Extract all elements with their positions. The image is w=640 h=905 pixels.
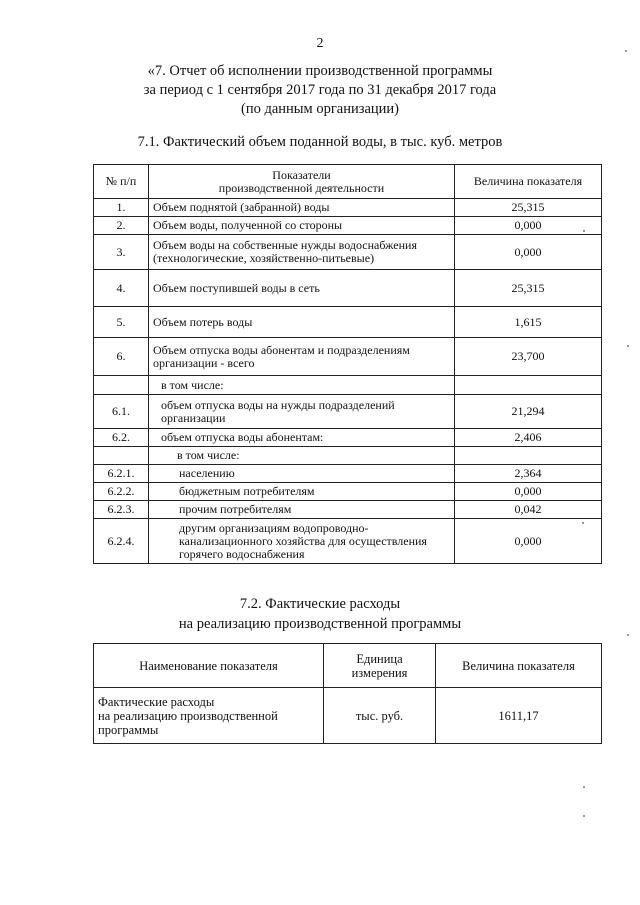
row-name: другим организациям водопроводно-канализационного хозяйства для осуществления горячего водоснабжения [149, 519, 455, 564]
table-row [94, 199, 602, 217]
table-row [94, 395, 602, 429]
row-unit: тыс. руб. [324, 688, 436, 744]
row-name [94, 688, 324, 744]
row-value: 21,294 [455, 395, 602, 429]
scan-speck [627, 345, 629, 347]
row-num: 5. [94, 307, 149, 338]
row-value: 25,315 [455, 199, 602, 217]
row-name: объем отпуска воды на нужды подразделений организации [149, 395, 455, 429]
row-num [94, 376, 149, 395]
row-value [455, 447, 602, 465]
table-header-row [94, 644, 602, 688]
row-num: 2. [94, 217, 149, 235]
section-2-title-line1: 7.2. Фактические расходы [239, 596, 401, 612]
table-row [94, 270, 602, 307]
table-row [94, 307, 602, 338]
row-num: 3. [94, 235, 149, 270]
row-name: Объем отпуска воды абонентам и подразделениям организации - всего [149, 338, 455, 376]
report-header [0, 62, 640, 119]
row-value [455, 376, 602, 395]
row-name: в том числе: [149, 447, 455, 465]
row-num: 6.2.4. [94, 519, 149, 564]
table-row [94, 519, 602, 564]
col-header-value: Величина показателя [436, 644, 602, 688]
row-num [94, 447, 149, 465]
row-name-line2: на реализацию производственной [98, 708, 278, 723]
expenses-table [93, 643, 602, 744]
table-row [94, 483, 602, 501]
water-volume-table [93, 164, 602, 564]
table-row [94, 447, 602, 465]
row-value: 1611,17 [436, 688, 602, 744]
table-row [94, 376, 602, 395]
row-value: 0,000 [455, 235, 602, 270]
row-name: Объем воды на собственные нужды водоснабжения (технологические, хозяйственно-питьевые) [149, 235, 455, 270]
scan-speck [583, 815, 585, 817]
scan-speck [625, 50, 627, 52]
row-num: 4. [94, 270, 149, 307]
row-value: 23,700 [455, 338, 602, 376]
row-name: бюджетным потребителям [149, 483, 455, 501]
header-line-3: (по данным организации) [240, 101, 399, 117]
row-value: 0,000 [455, 519, 602, 564]
row-num: 6.2.1. [94, 465, 149, 483]
table-row [94, 429, 602, 447]
section-1-title: 7.1. Фактический объем поданной воды, в тыс. куб. метров [137, 134, 503, 150]
table-row [94, 688, 602, 744]
scan-speck [627, 634, 629, 636]
row-value: 25,315 [455, 270, 602, 307]
scan-speck [583, 786, 585, 788]
row-value: 2,406 [455, 429, 602, 447]
header-line-2: за период с 1 сентября 2017 года по 31 декабря 2017 года [143, 82, 497, 98]
table-header-row [94, 165, 602, 199]
col-header-unit-line1: Единица [356, 651, 403, 666]
row-name: Объем воды, полученной со стороны [149, 217, 455, 235]
row-num: 6.1. [94, 395, 149, 429]
row-name: населению [149, 465, 455, 483]
row-num: 6.2.3. [94, 501, 149, 519]
row-name: Объем поступившей воды в сеть [149, 270, 455, 307]
row-name: в том числе: [149, 376, 455, 395]
row-name: Объем потерь воды [149, 307, 455, 338]
table-row [94, 465, 602, 483]
col-header-value: Величина показателя [455, 165, 602, 199]
section-2-title-line2: на реализацию производственной программы [178, 616, 462, 632]
table-row [94, 235, 602, 270]
table-row [94, 501, 602, 519]
row-num: 6.2.2. [94, 483, 149, 501]
row-value: 2,364 [455, 465, 602, 483]
row-name-line1: Фактические расходы [98, 694, 215, 709]
scan-speck [582, 522, 584, 524]
row-name: прочим потребителям [149, 501, 455, 519]
col-header-name: Наименование показателя [94, 644, 324, 688]
scan-speck [583, 230, 585, 232]
col-header-unit-line2: измерения [351, 665, 408, 680]
row-value: 0,042 [455, 501, 602, 519]
col-header-name-line1: Показатели [272, 167, 331, 182]
row-value: 1,615 [455, 307, 602, 338]
table-row [94, 338, 602, 376]
page-number: 2 [316, 36, 324, 51]
header-line-1: «7. Отчет об исполнении производственной программы [147, 63, 493, 79]
col-header-name-line2: производственной деятельности [218, 180, 385, 195]
col-header-unit [324, 644, 436, 688]
row-name: объем отпуска воды абонентам: [149, 429, 455, 447]
row-num: 1. [94, 199, 149, 217]
col-header-num: № п/п [94, 165, 149, 199]
col-header-name [149, 165, 455, 199]
row-name: Объем поднятой (забранной) воды [149, 199, 455, 217]
row-value: 0,000 [455, 217, 602, 235]
row-value: 0,000 [455, 483, 602, 501]
row-num: 6. [94, 338, 149, 376]
table-row [94, 217, 602, 235]
section-2-title [0, 594, 640, 634]
row-name-line3: программы [98, 722, 159, 737]
row-num: 6.2. [94, 429, 149, 447]
